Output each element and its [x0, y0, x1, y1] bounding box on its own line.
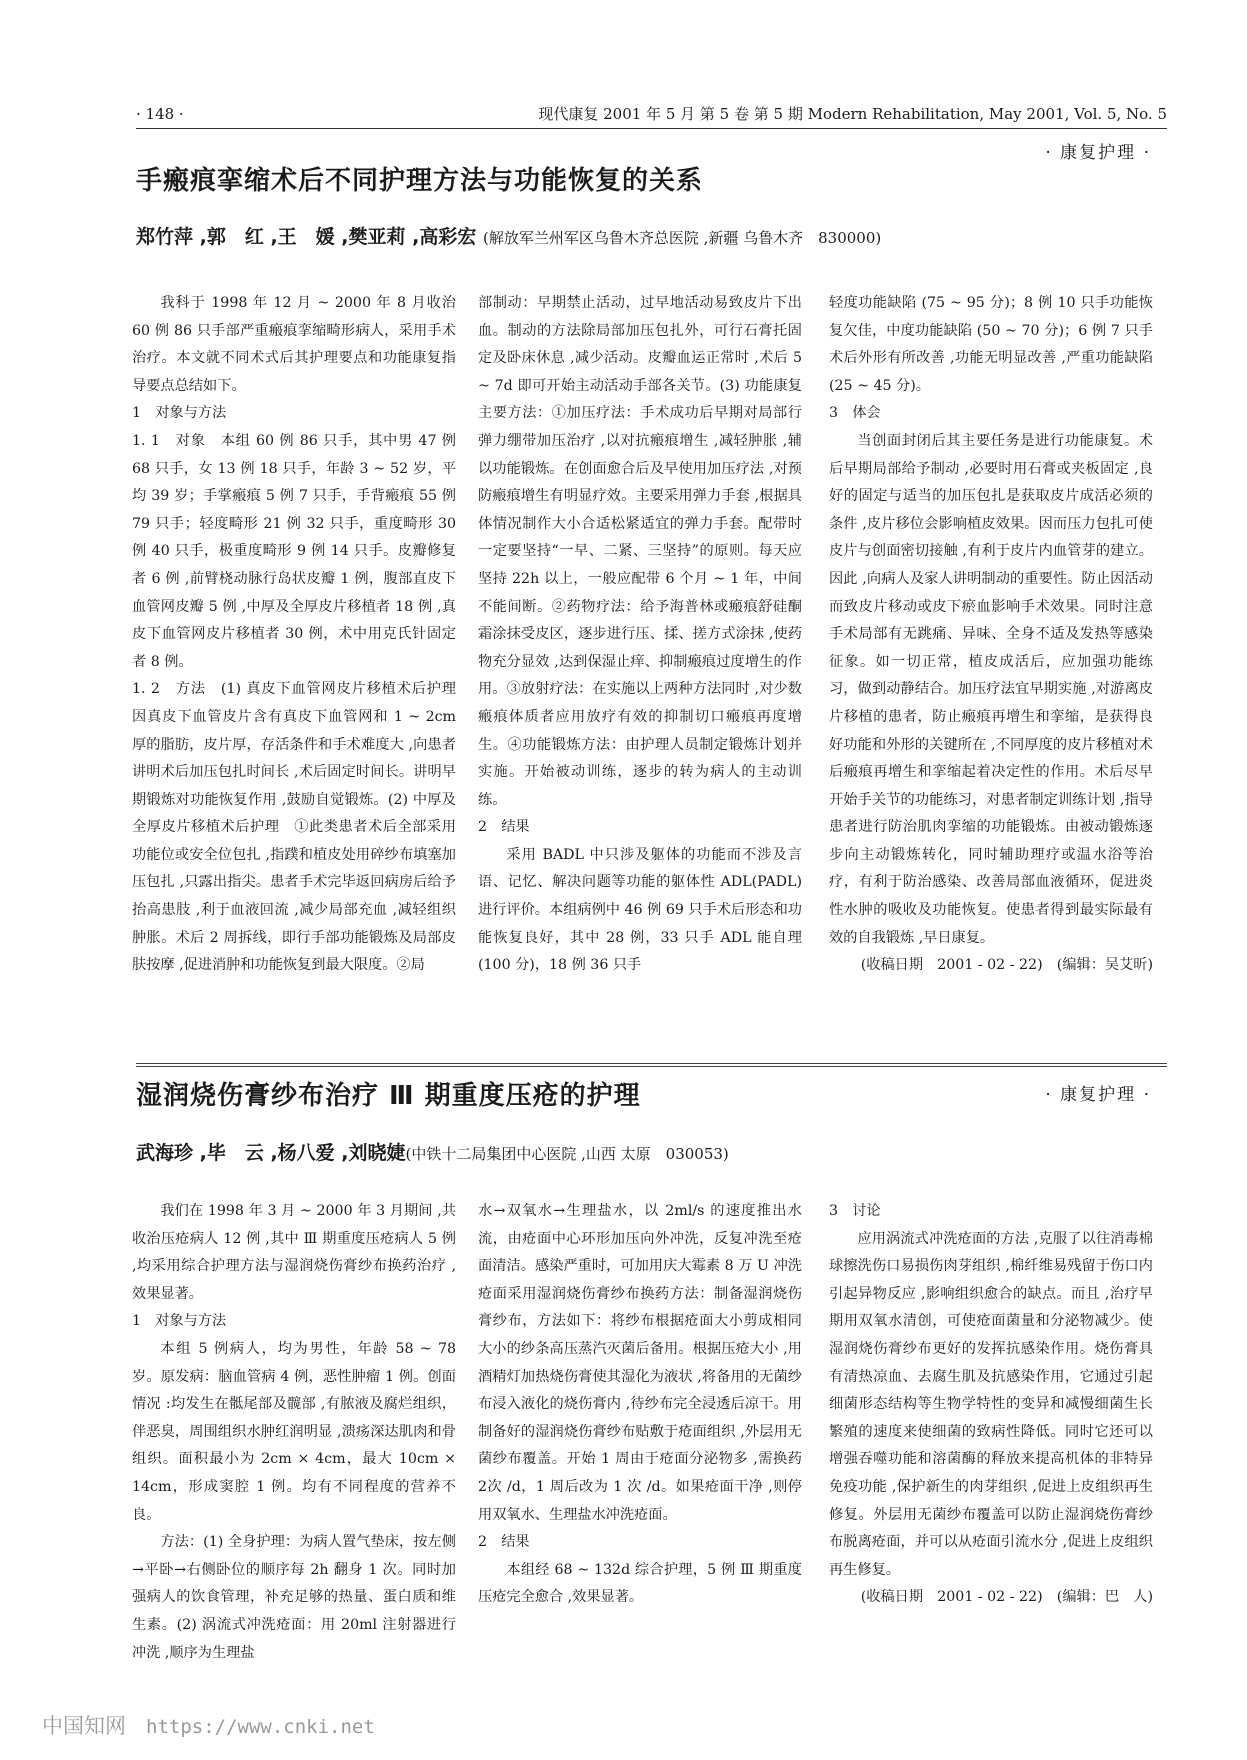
article2-column-2 — [478, 1198, 802, 1612]
article2-affiliation: (中铁十二局集团中心医院 ,山西 太原 030053) — [405, 1145, 729, 1163]
paragraph: 我科于 1998 年 12 月 ~ 2000 年 8 月收治 60 例 86 只手部严重瘢痕挛缩畸形病人，采用手术治疗。本文就不同术式后其护理要点和功能康复指导要点总结如下。 — [132, 295, 456, 394]
article2-author-list: 武海珍 ,毕 云 ,杨八爱 ,刘晓婕 — [136, 1142, 406, 1164]
article-divider — [136, 1063, 1167, 1064]
section-tag-2: · 康复护理 · — [1045, 1085, 1151, 1105]
article1-column-2 — [478, 290, 802, 980]
received-date-note: (收稿日期 2001 - 02 - 22) (编辑：吴艾昕) — [860, 957, 1153, 974]
article1-affiliation: (解放军兰州军区乌鲁木齐总医院 ,新疆 乌鲁木齐 830000) — [482, 229, 882, 247]
article2-authors — [136, 1138, 729, 1165]
article1-column-3 — [829, 290, 1153, 980]
watermark-url: https://www.cnki.net — [146, 1716, 375, 1738]
section-heading: 1 对象与方法 — [132, 405, 227, 422]
paragraph: 1. 2 方法 (1) 真皮下血管网皮片移植术后护理 因真皮下血管皮片含有真皮下血管网和 1 ~ 2cm 厚的脂肪，皮片厚，存活条件和手术难度大 ,向患者讲明术后加压包扎时间长 ,术后固定时间长。讲明早期锻炼对功能恢复作用 ,鼓励自觉锻炼。(2) 中厚及全厚皮片移植术后护理 ①此类患者术后全部采用功能位或安全位包扎 ,指蹼和植皮处用碎纱布填塞加压包扎 ,只露出指尖。患者手术完毕返回病房后给予抬高患肢 ,利于血液回流 ,减少局部充血 ,减轻组织肿胀。术后 2 周拆线，即行手部功能锻炼及局部皮肤按摩 ,促进消肿和功能恢复到最大限度。②局 — [132, 681, 471, 974]
paragraph: 采用 BADL 中只涉及躯体的功能而不涉及言语、记忆、解决问题等功能的躯体性 ADL(PADL) 进行评价。本组病例中 46 例 69 只手术后形态和功能恢复良好，其中 28 例，33 只手 ADL 能自理 (100 分)，18 例 36 只手 — [478, 846, 802, 974]
page-number: · 148 · — [136, 105, 184, 123]
article2-column-3 — [829, 1198, 1153, 1612]
paragraph: 方法：(1) 全身护理：为病人置气垫床，按左侧→平卧→右侧卧位的顺序每 2h 翻身 1 次。同时加强病人的饮食管理，补充足够的热量、蛋白质和维生素。(2) 涡流式冲洗疮面：用 20ml 注射器进行冲洗 ,顺序为生理盐 — [132, 1534, 456, 1661]
paragraph: 当创面封闭后其主要任务是进行功能康复。术后早期局部给予制动 ,必要时用石膏或夹板固定 ,良好的固定与适当的加压包扎是获取皮片成活必须的条件 ,皮片移位会影响植皮效果。因而压力包扎可使皮片与创面密切接触 ,有利于皮片内血管芽的建立。因此 ,向病人及家人讲明制动的重要性。防止因活动而致皮片移动或皮下瘀血影响手术效果。同时注意手术局部有无跳痛、异味、全身不适及发热等感染征象。如一切正常，植皮成活后，应加强功能练习，做到动静结合。加压疗法宜早期实施 ,对游离皮片移植的患者，防止瘢痕再增生和挛缩，是获得良好功能和外形的关键所在 ,不同厚度的皮片移植对术后瘢痕再增生和挛缩起着决定性的作用。术后尽早开始手关节的功能练习，对患者制定训练计划 ,指导患者进行防治肌肉挛缩的功能锻炼。由被动锻炼逐步向主动锻炼转化，同时辅助理疗或温水浴等治疗，有利于防治感染、改善局部血液循环，促进炎性水肿的吸收及功能恢复。使患者得到最实际最有效的自我锻炼 ,早日康复。 — [829, 432, 1153, 946]
watermark-site: 中国知网 — [42, 1714, 126, 1738]
paragraph: 1. 1 对象 本组 60 例 86 只手，其中男 47 例 68 只手，女 13 例 18 只手，年龄 3 ~ 52 岁，平均 39 岁；手掌瘢痕 5 例 7 只手，手背瘢痕 55 例 79 只手；轻度畸形 21 例 32 只手，重度畸形 30 例 40 只手，极重度畸形 9 例 14 只手。皮瓣修复者 6 例 ,前臂桡动脉行岛状皮瓣 1 例，腹部直皮下血管网皮瓣 5 例 ,中厚及全厚皮片移植者 18 例 ,真皮下血管网皮片移植者 30 例，术中用克氏针固定者 8 例。 — [132, 432, 456, 670]
article1-author-list: 郑竹萍 ,郭 红 ,王 媛 ,樊亚莉 ,高彩宏 — [136, 226, 477, 248]
cnki-watermark — [42, 1710, 375, 1740]
section-heading: 1 对象与方法 — [132, 1313, 227, 1330]
paragraph: 我们在 1998 年 3 月 ~ 2000 年 3 月期间 ,共收治压疮病人 12 例 ,其中 Ⅲ 期重度压疮病人 5 例 ,均采用综合护理方法与湿润烧伤膏纱布换药治疗 ,效果显著。 — [132, 1203, 456, 1302]
paragraph: 轻度功能缺陷 (75 ~ 95 分)；8 例 10 只手功能恢复欠佳，中度功能缺陷 (50 ~ 70 分)；6 例 7 只手术后外形有所改善 ,功能无明显改善 ,严重功能缺陷 (25 ~ 45 分)。 — [829, 295, 1153, 394]
article2-column-1 — [132, 1198, 456, 1667]
header-divider — [136, 128, 1167, 129]
article1-authors — [136, 222, 881, 249]
section-heading: 2 结果 — [478, 819, 530, 836]
article1-title: 手瘢痕挛缩术后不同护理方法与功能恢复的关系 — [136, 166, 704, 196]
received-date-note: (收稿日期 2001 - 02 - 22) (编辑：巴 人) — [860, 1589, 1153, 1606]
journal-header: 现代康复 2001 年 5 月 第 5 卷 第 5 期 Modern Rehabilitation, May 2001, Vol. 5, No. 5 — [538, 105, 1167, 123]
section-heading: 3 讨论 — [829, 1203, 881, 1219]
paragraph: 本组 5 例病人，均为男性，年龄 58 ~ 78 岁。原发病：脑血管病 4 例，恶性肿瘤 1 例。创面情况 :均发生在骶尾部及髋部 ,有脓液及腐烂组织，伴恶臭，周围组织水肿红润明显 ,溃疡深达肌肉和骨组织。面积最小为 2cm × 4cm，最大 10cm × 14cm，形成窦腔 1 例。均有不同程度的营养不良。 — [132, 1340, 456, 1523]
section-heading: 3 体会 — [829, 405, 881, 422]
article2-title: 湿润烧伤膏纱布治疗 Ⅲ 期重度压疮的护理 — [136, 1081, 641, 1111]
article1-column-1 — [132, 290, 471, 980]
paragraph: 水→双氧水→生理盐水，以 2ml/s 的速度推出水流，由疮面中心环形加压向外冲洗，反复冲洗至疮面清洁。感染严重时，可加用庆大霉素 8 万 U 冲洗疮面采用湿润烧伤膏纱布换药方法：制备湿润烧伤膏纱布，方法如下：将纱布根据疮面大小剪成相同大小的纱条高压蒸汽灭菌后备用。根据压疮大小 ,用酒精灯加热烧伤膏使其湿化为液状 ,将备用的无菌纱布浸入液化的烧伤膏内 ,待纱布完全浸透后凉干。用制备好的湿润烧伤膏纱布贴敷于疮面组织 ,外层用无菌纱布覆盖。开始 1 周由于疮面分泌物多 ,需换药 2次 /d，1 周后改为 1 次 /d。如果疮面干净 ,则停用双氧水、生理盐水冲洗疮面。 — [478, 1203, 802, 1523]
paragraph: 部制动：早期禁止活动，过早地活动易致皮片下出血。制动的方法除局部加压包扎外，可行石膏托固定及卧床休息 ,减少活动。皮瓣血运正常时 ,术后 5 ~ 7d 即可开始主动活动手部各关节。(3) 功能康复主要方法：①加压疗法：手术成功后早期对局部行弹力绷带加压治疗 ,以对抗瘢痕增生 ,减轻肿胀 ,辅以功能锻炼。在创面愈合后及早使用加压疗法 ,对预防瘢痕增生有明显疗效。主要采用弹力手套 ,根据具体情况制作大小合适松紧适宜的弹力手套。配带时一定要坚持“一早、二紧、三坚持”的原则。每天应坚持 22h 以上，一般应配带 6 个月 ~ 1 年，中间不能间断。②药物疗法：给予海普林或瘢痕舒硅酮霜涂抹受皮区，逐步进行压、揉、搓方式涂抹 ,使药物充分显效 ,达到保湿止痒、抑制瘢痕过度增生的作用。③放射疗法：在实施以上两种方法同时 ,对少数瘢痕体质者应用放疗有效的抑制切口瘢痕再度增生。④功能锻炼方法：由护理人员制定锻炼计划并实施。开始被动训练，逐步的转为病人的主动训练。 — [478, 295, 802, 808]
paragraph: 本组经 68 ~ 132d 综合护理，5 例 Ⅲ 期重度压疮完全愈合 ,效果显著。 — [478, 1561, 802, 1606]
paragraph: 应用涡流式冲洗疮面的方法 ,克服了以往消毒棉球擦洗伤口易损伤肉芽组织 ,棉纤维易残留于伤口内引起异物反应 ,影响组织愈合的缺点。而且 ,治疗早期用双氧水清创，可使疮面菌量和分泌物减少。使湿润烧伤膏纱布更好的发挥抗感染作用。烧伤膏具有清热凉血、去腐生肌及抗感染作用，它通过引起细菌形态结构等生物学特性的变异和减慢细菌生长繁殖的速度来使细菌的致病性降低。同时它还可以增强吞噬功能和溶菌酶的释放来提高机体的非特异免疫功能 ,保护新生的肉芽组织 ,促进上皮组织再生修复。外层用无菌纱布覆盖可以防止湿润烧伤膏纱布脱离疮面，并可以从疮面引流水分 ,促进上皮组织再生修复。 — [829, 1230, 1153, 1578]
section-heading: 2 结果 — [478, 1534, 530, 1551]
section-tag-1: · 康复护理 · — [1045, 143, 1151, 163]
article-divider — [136, 1066, 1167, 1067]
